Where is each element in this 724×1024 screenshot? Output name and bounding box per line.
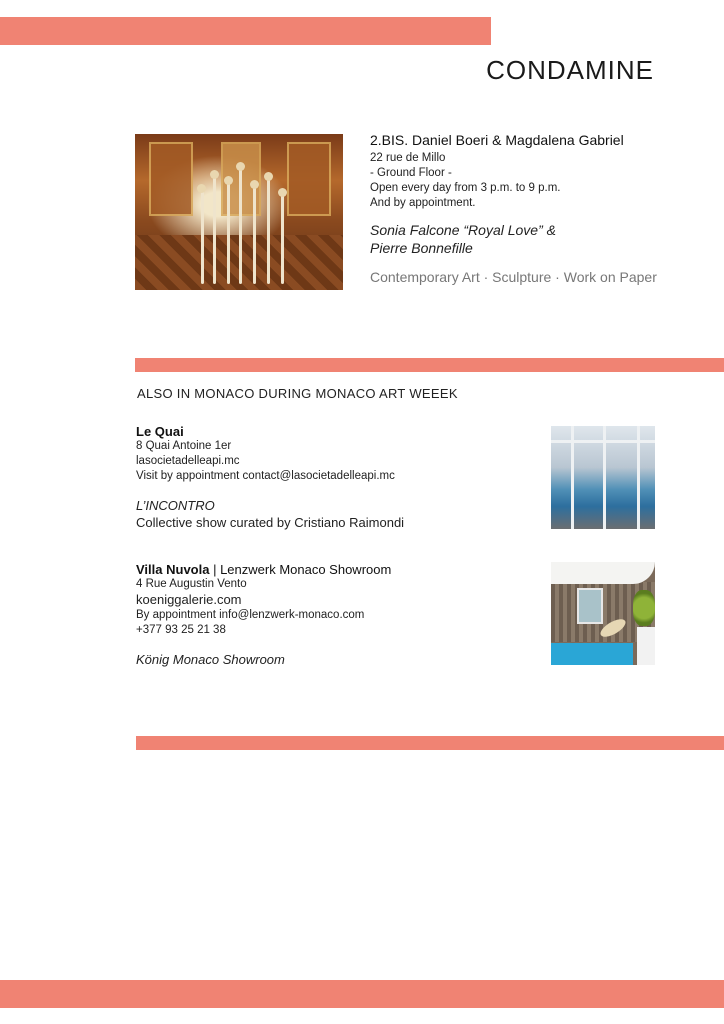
venue-contact: By appointment info@lenzwerk-monaco.com: [136, 609, 365, 621]
page-title: CONDAMINE: [486, 55, 654, 85]
window-frame: [637, 426, 640, 529]
sculpture-stem: [267, 176, 270, 284]
show-title: L’INCONTRO: [136, 498, 215, 513]
gallery-address: 22 rue de Millo: [370, 152, 446, 164]
sculpture-bud: [250, 180, 259, 189]
glass-door: [577, 588, 603, 624]
sculpture-stem: [239, 166, 242, 284]
sculpture-stem: [281, 192, 284, 284]
venue-name-suffix: | Lenzwerk Monaco Showroom: [209, 562, 392, 577]
sculpture-bud: [210, 170, 219, 179]
gallery-artists: [370, 221, 670, 257]
venue-name-main: Villa Nuvola: [136, 562, 210, 577]
featured-gallery-info: [370, 132, 670, 285]
swimming-pool: [551, 643, 633, 665]
plant: [633, 590, 655, 626]
venue-address: 8 Quai Antoine 1er: [136, 440, 232, 452]
planter: [637, 627, 655, 665]
bottom-accent-bar: [0, 980, 724, 1008]
gallery-name: 2.BIS. Daniel Boeri & Magdalena Gabriel: [370, 132, 624, 148]
gallery-appointment: And by appointment.: [370, 197, 476, 209]
wall-painting: [287, 142, 331, 216]
top-accent-bar: [0, 17, 491, 45]
sculpture-stem: [253, 184, 256, 284]
venue-address: 4 Rue Augustin Vento: [136, 578, 247, 590]
show-title: König Monaco Showroom: [136, 652, 285, 667]
artists-line: Sonia Falcone “Royal Love” &: [370, 222, 556, 238]
venue-website[interactable]: koeniggalerie.com: [136, 592, 242, 607]
gallery-categories: Contemporary Art · Sculpture · Work on Paper: [370, 269, 657, 285]
venue-le-quai: [136, 424, 536, 530]
gallery-floor: - Ground Floor -: [370, 167, 452, 179]
section-divider-bar: [135, 358, 724, 372]
section-heading: ALSO IN MONACO DURING MONACO ART WEEEK: [137, 386, 458, 401]
gallery-hours: Open every day from 3 p.m. to 9 p.m.: [370, 182, 561, 194]
sculpture-stem: [201, 188, 204, 284]
sculpture-stem: [213, 174, 216, 284]
sculpture-bud: [224, 176, 233, 185]
venue-phone: +377 93 25 21 38: [136, 624, 226, 636]
section-divider-bar: [136, 736, 724, 750]
villa-nuvola-terrace-photo: [551, 562, 655, 665]
sculpture-stem: [227, 180, 230, 284]
window-frame: [571, 426, 574, 529]
le-quai-harbour-photo: [551, 426, 655, 529]
venue-contact: Visit by appointment contact@lasocietadelleapi.mc: [136, 470, 395, 482]
sculpture-bud: [278, 188, 287, 197]
venue-villa-nuvola: [136, 562, 536, 667]
show-description: Collective show curated by Cristiano Raimondi: [136, 515, 405, 530]
venue-name: Le Quai: [136, 424, 184, 439]
wall-painting: [149, 142, 193, 216]
window-frame: [603, 426, 606, 529]
artists-line: Pierre Bonnefille: [370, 240, 473, 256]
venue-name: [136, 562, 536, 577]
white-wall: [551, 562, 655, 584]
sculpture-bud: [264, 172, 273, 181]
venue-website[interactable]: lasocietadelleapi.mc: [136, 455, 240, 467]
sculpture-bud: [197, 184, 206, 193]
gallery-interior-photo: [135, 134, 343, 290]
sculpture-bud: [236, 162, 245, 171]
